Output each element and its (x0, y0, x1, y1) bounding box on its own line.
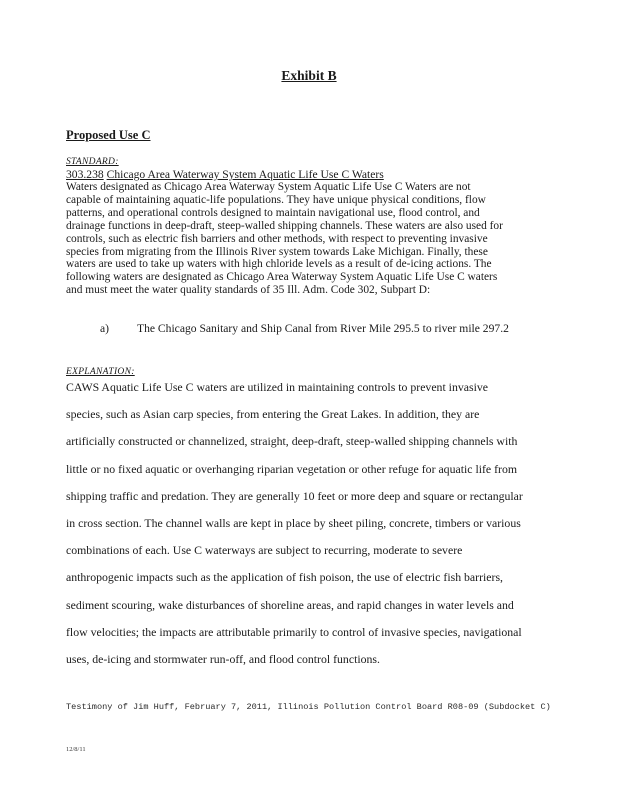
explanation-label: EXPLANATION: (66, 367, 135, 377)
explanation-body-line: anthropogenic impacts such as the application of fish poison, the use of electric fish barriers, (66, 570, 504, 585)
standard-body (66, 181, 556, 297)
standard-label: STANDARD: (66, 157, 119, 167)
explanation-body (66, 374, 556, 673)
explanation-body-line: species, such as Asian carp species, from entering the Great Lakes. In addition, they are (66, 407, 480, 422)
bottom-page-mark: 12/8/11 (66, 746, 86, 753)
standard-body-line: drainage functions in deep-draft, steep-walled shipping channels. These waters are also used for (66, 219, 503, 232)
standard-body-line: waters are used to take up waters with high chloride levels as a result of de-icing actions. The (66, 258, 492, 271)
explanation-body-line: uses, de-icing and stormwater run-off, and flood control functions. (66, 652, 380, 667)
standard-body-line: controls, such as electric fish barriers and other methods, with respect to preventing invasive (66, 232, 488, 245)
explanation-body-line: artificially constructed or channelized, straight, deep-draft, steep-walled shipping channels with (66, 434, 518, 449)
section-heading (66, 169, 546, 182)
explanation-body-line: combinations of each. Use C waterways are subject to recurring, moderate to severe (66, 543, 463, 558)
standard-body-line: species from migrating from the Illinois River system towards Lake Michigan. Finally, these (66, 245, 488, 258)
list-item-text: The Chicago Sanitary and Ship Canal from River Mile 295.5 to river mile 297.2 (137, 322, 509, 335)
explanation-body-line: flow velocities; the impacts are attributable primarily to control of invasive species, navigational (66, 624, 522, 639)
standard-body-line: and must meet the water quality standards of 35 Ill. Adm. Code 302, Subpart D: (66, 284, 431, 297)
proposed-use-heading: Proposed Use C (66, 128, 151, 142)
section-number: 303.238 (66, 168, 104, 181)
explanation-body-line: shipping traffic and predation. They are generally 10 feet or more deep and square or rectangular (66, 488, 523, 503)
standard-body-line: capable of maintaining aquatic-life populations. They have unique physical conditions, flow (66, 193, 486, 206)
explanation-body-line: sediment scouring, wake disturbances of shoreline areas, and rapid changes in water levels and (66, 597, 514, 612)
standard-body-line: Waters designated as Chicago Area Waterway System Aquatic Life Use C Waters are not (66, 181, 471, 193)
standard-body-line: following waters are designated as Chicago Area Waterway System Aquatic Life Use C waters (66, 271, 498, 284)
section-title: Chicago Area Waterway System Aquatic Life Use C Waters (106, 168, 384, 181)
explanation-body-line: CAWS Aquatic Life Use C waters are utilized in maintaining controls to prevent invasive (66, 380, 488, 394)
explanation-body-line: in cross section. The channel walls are kept in place by sheet piling, concrete, timbers or various (66, 516, 521, 531)
list-item (100, 322, 509, 335)
standard-body-line: patterns, and operational controls designed to maintain navigational use, flood control, and (66, 206, 480, 219)
list-item-marker: a) (100, 322, 110, 335)
footer-citation: Testimony of Jim Huff, February 7, 2011, Illinois Pollution Control Board R08-09 (Subdocket C) (66, 702, 551, 712)
explanation-body-line: little or no fixed aquatic or overhanging riparian vegetation or other refuge for aquatic life from (66, 461, 518, 476)
exhibit-title: Exhibit B (281, 68, 337, 83)
